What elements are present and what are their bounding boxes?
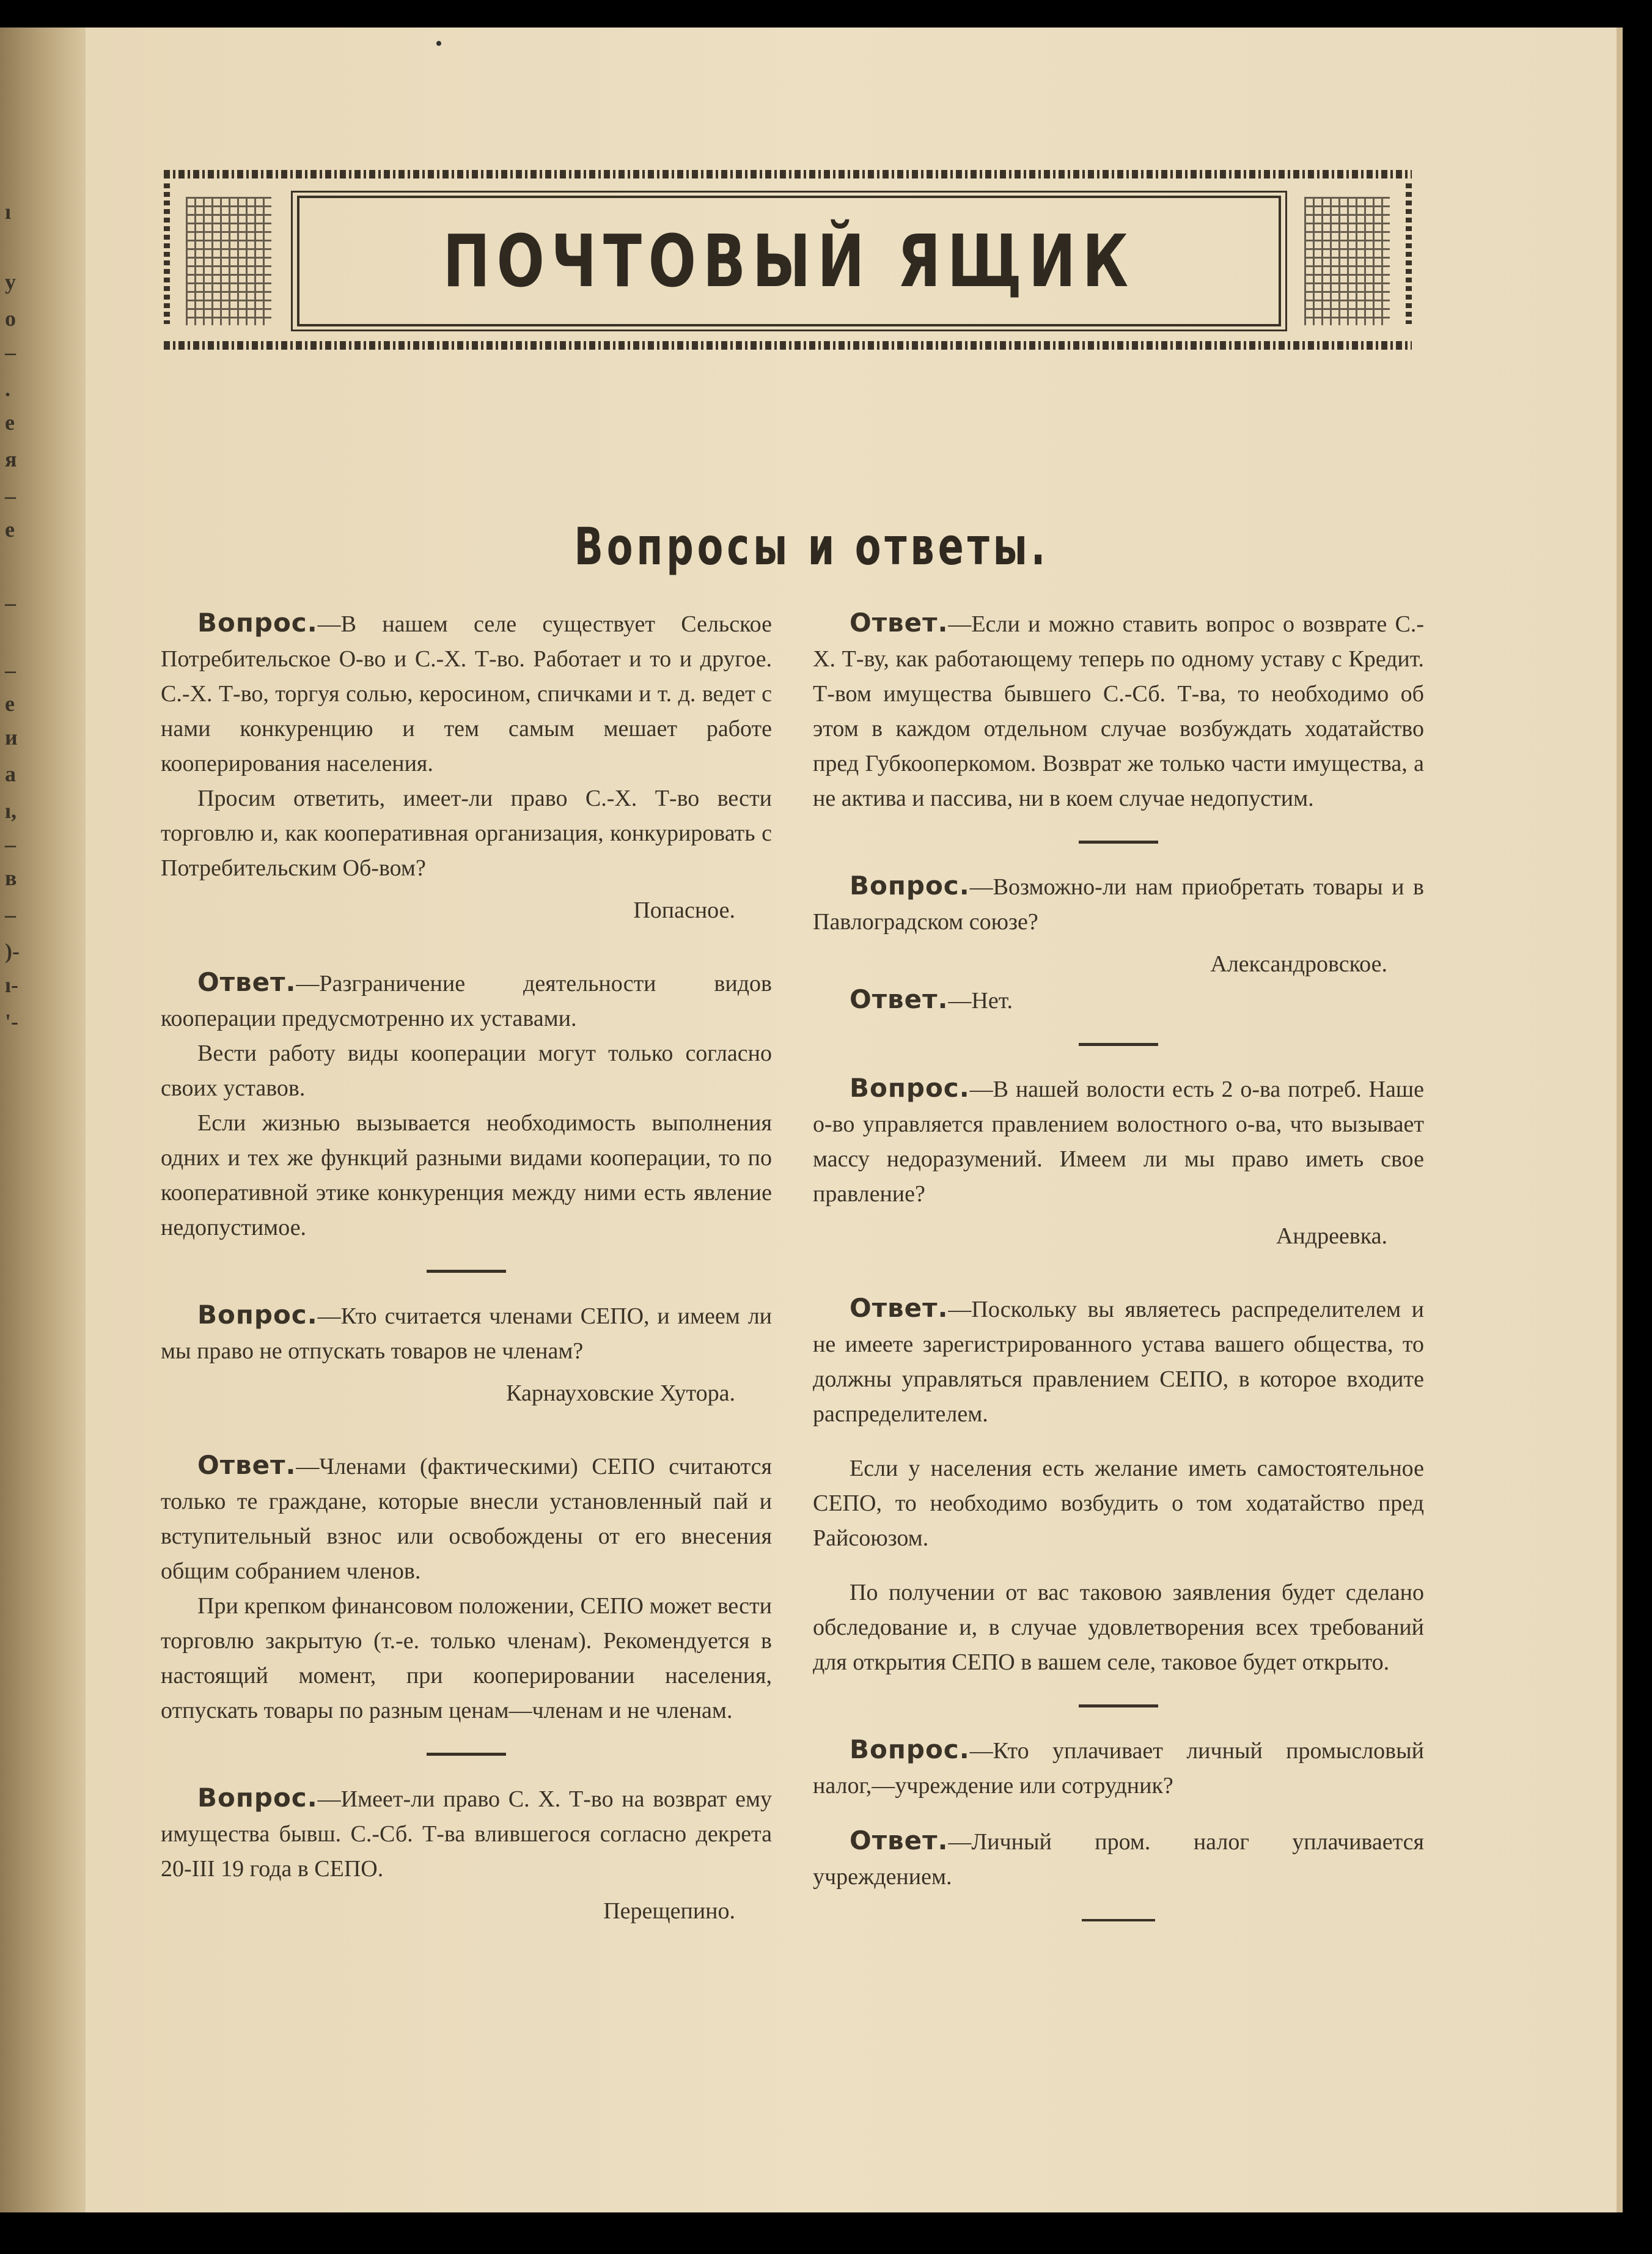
margin-fragment: –: [5, 340, 16, 364]
question-label: Вопрос.: [850, 1073, 970, 1103]
question-text: —В нашем селе существует Сельское Потребительское О-во и С.-Х. Т-во. Работает и то и другое. С.-Х. Т-во, торгуя солью, керосином, спичками и т. д. ведет с нами конкуренцию и тем самым мешает работе кооперирования населения.: [161, 611, 772, 776]
ornament-border-bottom: [164, 341, 1412, 350]
margin-fragment: –: [5, 484, 16, 508]
margin-fragment: и: [5, 725, 18, 749]
printer-mark: •: [435, 32, 442, 55]
question-label: Вопрос.: [850, 1734, 970, 1764]
margin-fragment: '-: [5, 1009, 18, 1034]
answer-paragraph: [813, 1823, 1424, 1895]
margin-fragment: o: [5, 306, 16, 331]
ornament-block-right: [1304, 197, 1390, 325]
ornament-border-left: [164, 183, 170, 324]
separator-rule: [427, 1270, 506, 1273]
margin-fragment: я: [5, 447, 17, 471]
left-column: [161, 605, 772, 1929]
question-label: Вопрос.: [850, 871, 970, 900]
ornament-border-right: [1406, 183, 1412, 324]
margin-fragment: –: [5, 902, 16, 927]
question-text: —Возможно-ли нам приобретать товары и в Павлоградском союзе?: [813, 874, 1424, 935]
margin-fragment: ı,: [5, 798, 17, 823]
signature: Попасное.: [633, 897, 735, 923]
ornament-block-left: [186, 197, 271, 325]
question-label: Вопрос.: [197, 1783, 318, 1813]
answer-text: —Если и можно ставить вопрос о возврате С.-Х. Т-ву, как работающему теперь по одному уставу с Кредит. Т-вом имущества бывшего С.-Сб. Т-ва, то необходимо об этом в каждом отдельном случае возбуждать ходатайство пред Губкооперкомом. Возврат же только части имущества, а не актива и пассива, ни в коем случае недопустим.: [813, 611, 1424, 811]
answer-text: —Нет.: [948, 988, 1013, 1014]
margin-fragment: ı: [5, 199, 12, 224]
answer-text: —Членами (фактическими) СЕПО считаются только те граждане, которые внесли установленный пай и вступительный взнос или освобождены от его внесения общим собранием членов.: [161, 1454, 772, 1584]
signature: Перещепино.: [603, 1898, 735, 1924]
answer-text: —Поскольку вы являетесь распределителем и не имеете зарегистрированного устава вашего общества, то должны управляться правлением СЕПО, в которое входите распределителем.: [813, 1297, 1424, 1427]
signature: Александровское.: [1210, 951, 1387, 977]
signature: Карнауховские Хутора.: [506, 1380, 735, 1406]
question-label: Вопрос.: [197, 608, 318, 638]
answer-paragraph: [813, 982, 1424, 1018]
answer-paragraph: [813, 605, 1424, 816]
answer-text-continued: При крепком финансовом положении, СЕПО может вести торговлю закрытую (т.-е. только членам). Рекомендуется в настоящий момент, при кооперировании населения, отпускать товары по разным ценам—членам и не членам.: [161, 1593, 772, 1723]
margin-fragment: e: [5, 691, 15, 716]
margin-fragment: –: [5, 658, 16, 682]
margin-fragment: а: [5, 762, 16, 786]
question-paragraph: [813, 1070, 1424, 1212]
answer-text: —Разграничение деятельности видов кооперации предусмотренно их уставами.: [161, 971, 772, 1031]
question-paragraph: [813, 1732, 1424, 1803]
margin-fragment: –: [5, 832, 16, 856]
answer-label: Ответ.: [850, 984, 949, 1014]
right-column: [813, 605, 1424, 1946]
question-paragraph: [161, 1780, 772, 1887]
question-paragraph: [161, 605, 772, 781]
answer-paragraph: [813, 1291, 1424, 1432]
answer-paragraph: [161, 1448, 772, 1589]
signature: Андреевка.: [1276, 1223, 1387, 1249]
answer-text-continued: Вести работу виды кооперации могут только согласно своих уставов.: [161, 1040, 772, 1101]
ornament-border-top: [164, 170, 1412, 179]
answer-text-continued: Если жизнью вызывается необходимость выполнения одних и тех же функций разными видами кооперации, то по кооперативной этике конкуренция между ними есть явление недопустимое.: [161, 1110, 772, 1240]
page-title: ПОЧТОВЫЙ ЯЩИК: [442, 219, 1136, 303]
answer-text-continued: По получении от вас таковою заявления будет сделано обследование и, в случае удовлетворения всех требований для открытия СЕПО в вашем селе, таковое будет открыто.: [813, 1580, 1424, 1675]
margin-fragment: )-: [5, 939, 20, 963]
separator-rule: [1079, 1043, 1158, 1046]
answer-label: Ответ.: [850, 608, 949, 638]
page-edge: [1617, 28, 1623, 2212]
separator-rule: [1082, 1919, 1155, 1921]
separator-rule: [427, 1753, 506, 1756]
margin-fragment: e: [5, 410, 15, 435]
separator-rule: [1079, 841, 1158, 844]
margin-fragment: ı-: [5, 973, 18, 997]
margin-fragment: –: [5, 591, 16, 615]
question-text-continued: Просим ответить, имеет-ли право С.-Х. Т-во вести торговлю и, как кооперативная организация, конкурировать с Потребительским Об-вом?: [161, 786, 772, 881]
answer-label: Ответ.: [197, 1450, 296, 1480]
answer-label: Ответ.: [850, 1293, 949, 1323]
margin-fragment: в: [5, 866, 17, 890]
answer-paragraph: [161, 965, 772, 1036]
question-paragraph: [161, 1297, 772, 1369]
section-heading-text: Вопросы и ответы.: [574, 517, 1049, 576]
question-text: —Имеет-ли право С. Х. Т-во на возврат ему имущества бывш. С.-Сб. Т-ва влившегося согласно декрета 20-III 19 года в СЕПО.: [161, 1786, 772, 1882]
title-frame: [297, 196, 1281, 326]
answer-label: Ответ.: [197, 967, 296, 997]
header-banner: [164, 147, 1412, 361]
answer-text-continued: Если у населения есть желание иметь самостоятельное СЕПО, то необходимо возбудить о том ходатайство пред Райсоюзом.: [813, 1456, 1424, 1551]
question-text: —Кто считается членами СЕПО, и имеем ли мы право не отпускать товаров не членам?: [161, 1303, 772, 1364]
margin-fragment: e: [5, 517, 15, 542]
answer-label: Ответ.: [850, 1825, 949, 1855]
answer-text: —Личный пром. налог уплачивается учреждением.: [813, 1829, 1424, 1890]
page-sheet: [0, 28, 1623, 2212]
question-paragraph: [813, 868, 1424, 940]
margin-fragment: .: [5, 377, 10, 401]
separator-rule: [1079, 1704, 1158, 1707]
question-label: Вопрос.: [197, 1300, 318, 1330]
section-heading: [0, 517, 1623, 576]
margin-fragment: y: [5, 270, 16, 294]
question-text: —В нашей волости есть 2 о-ва потреб. Наше о-во управляется правлением волостного о-ва, что вызывает массу недоразумений. Имеем ли мы право иметь свое правление?: [813, 1077, 1424, 1207]
question-text: —Кто уплачивает личный промысловый налог,—учреждение или сотрудник?: [813, 1738, 1424, 1799]
